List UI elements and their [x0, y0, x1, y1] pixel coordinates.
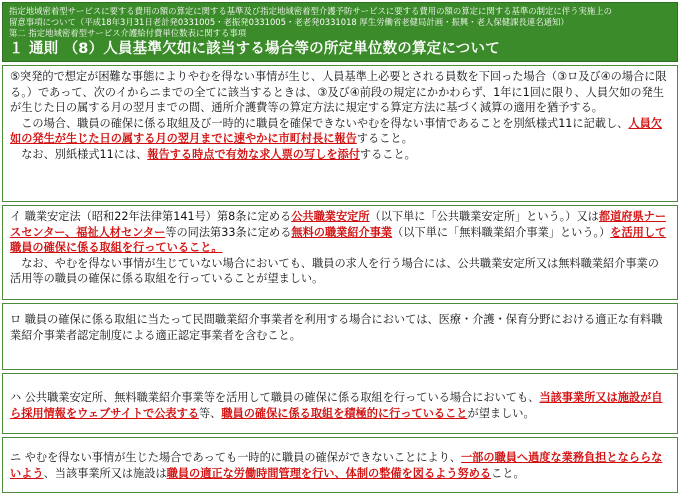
condition-ha-paragraph — [10, 390, 670, 421]
source-notice-line1: 指定地域密着型サービスに要する費用の額の算定に関する基準及び指定地域密着型介護予防サービスに要する費用の額の算定に関する基準の制定に伴う実施上の — [9, 6, 612, 16]
condition-box-i — [2, 205, 678, 300]
condition-i-paragraph — [10, 209, 670, 256]
rule-5-attachment-text: なお、別紙様式11には、 — [21, 147, 148, 161]
workload-emphasis: 一部の職員へ過度な業務負担となららないよう — [10, 451, 663, 480]
source-notice-line3: 第二 指定地域密着型サービス介護給付費単位数表に関する事項 — [9, 28, 247, 38]
condition-i-text-3: 等の同法第33条に定める — [165, 225, 292, 239]
active-recruitment-emphasis: 職員の確保に係る取組を積極的に行っていること — [221, 406, 468, 420]
rule-5-main-text: ⑤突発的で想定が困難な事態によりやむを得ない事情が生じ、人員基準上必要とされる員数を下回った場合（③ロ及び④の場合に限る。）であって、次のイからニまでの全てに該当するときは、③及び④前段の規定にかかわらず、1年に1回に限り、人員欠如の発生が生じた日の属する月の翌月までの間、通所介護費等の算定方法に規定する算定方法に基づく減算の適用を猶予する。 — [10, 70, 667, 115]
rule-5-report-text: この場合、職員の確保に係る取組及び一時的に職員を確保できないやむを得ない事情であることを別紙様式11に記載し、 — [21, 116, 629, 130]
working-hours-management-emphasis: 職員の適正な労働時間管理を行い、体制の整備を図るよう努める — [166, 466, 492, 480]
source-notice-line2: 留意事項について（平成18年3月31日老計発0331005・老振発0331005・老老発0331018 厚生労働省老健局計画・振興・老人保健課長連名通知） — [9, 17, 569, 27]
condition-ro-text: ロ 職員の確保に係る取組に当たって民間職業紹介事業者を利用する場合においては、医療・介護・保育分野における適正な有料職業紹介事業者認定制度による適正認定事業者を含むこと。 — [10, 313, 663, 342]
condition-ni-paragraph — [10, 450, 670, 481]
website-publication-emphasis: 当該事業所又は施設が自ら採用情報をウェブサイトで公表する — [10, 391, 663, 420]
rule-5-report-text-end: すること。 — [356, 132, 413, 146]
condition-ha-text-1: ハ 公共職業安定所、無料職業紹介事業等を活用して職員の確保に係る取組を行っている場合においても、 — [10, 391, 540, 404]
rule-5-report-paragraph — [10, 116, 670, 147]
rule-5-report-deadline-emphasis: 人員欠如の発生が生じた日の属する月の翌月までに速やかに市町村長に報告 — [10, 116, 662, 146]
condition-i-text-4: （以下単に「無料職業紹介事業」という。） — [392, 225, 611, 239]
condition-i-note: なお、やむを得ない事情が生じていない場合においても、職員の求人を行う場合には、公共職業安定所又は無料職業紹介事業の活用等の職員の確保に係る取組を行っていることが望ましい。 — [10, 256, 659, 286]
rule-5-attachment-text-end: すること。 — [359, 147, 416, 161]
section-title: １ 通則 （8）人員基準欠如に該当する場合等の所定単位数の算定について — [9, 41, 500, 57]
free-placement-emphasis: 無料の職業紹介事業 — [291, 225, 393, 239]
condition-i-text-2: （以下単に「公共職業安定所」という。）又は — [369, 210, 599, 223]
recruitment-effort-emphasis: を活用して職員の確保に係る取組を行っていること。 — [10, 225, 667, 255]
condition-ni-text-1: ニ やむを得ない事情が生じた場合であっても一時的に職員の確保ができないことにより、 — [10, 451, 461, 464]
condition-box-ha — [2, 373, 678, 434]
rule-5-attachment-paragraph — [10, 147, 670, 163]
condition-i-text-1: イ 職業安定法（昭和22年法律第141号）第8条に定める — [10, 210, 292, 223]
condition-ha-text-3: が望ましい。 — [467, 406, 535, 420]
condition-ni-text-2: 、当該事業所又は施設は — [43, 466, 167, 480]
rule-5-attachment-emphasis: 報告する時点で有効な求人票の写しを添付 — [147, 147, 360, 161]
condition-box-ni — [2, 437, 678, 493]
public-employment-office-emphasis: 公共職業安定所 — [291, 210, 370, 223]
nurse-center-emphasis: 都道府県ナースセンター、福祉人材センター — [10, 210, 667, 239]
condition-ni-text-3: こと。 — [491, 466, 525, 480]
condition-box-ro — [2, 303, 678, 370]
notice-header — [2, 2, 678, 62]
condition-ha-text-2: 等、 — [198, 406, 222, 420]
rule-box-5 — [2, 65, 678, 202]
